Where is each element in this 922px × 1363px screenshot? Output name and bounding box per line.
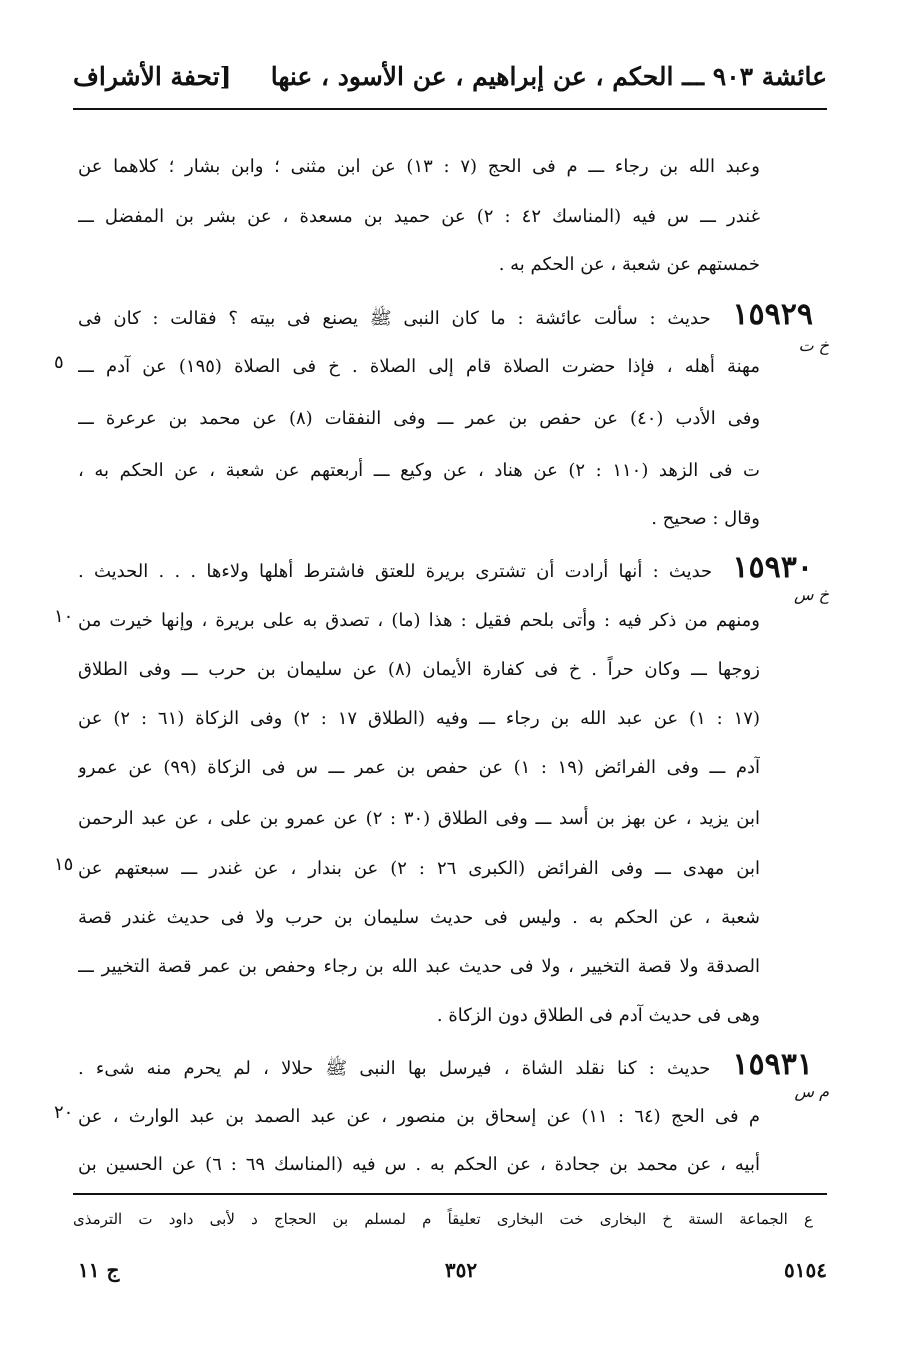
text-line: وهى فى حديث آدم فى الطلاق دون الزكاة . bbox=[436, 1005, 760, 1026]
page-number: ٣٥٢ bbox=[444, 1258, 478, 1282]
source-sigil: خ س bbox=[794, 585, 829, 604]
hadith-number: ١٥٩٣٠ bbox=[732, 551, 813, 585]
text-line: زوجها ـــ وكان حراً . خ فى كفارة الأيمان (٨) عن سليمان بن حرب ـــ وفى الطلاق bbox=[78, 659, 760, 680]
hadith-15931-line bbox=[78, 1048, 813, 1082]
hadith-text: حديث : سألت عائشة : ما كان النبى ﷺ يصنع فى بيته ؟ فقالت : كان فى bbox=[78, 308, 711, 329]
text-line: آدم ـــ وفى الفرائض (١٩ : ١) عن حفص بن عمر ـــ س فى الزكاة (٩٩) عن عمرو bbox=[78, 757, 760, 778]
text-line: ابن يزيد ، عن بهز بن أسد ـــ وفى الطلاق (٣٠ : ٢) عن عمرو بن على ، عن عبد الرحمن bbox=[78, 808, 760, 829]
line-number: ٢٠ bbox=[54, 1102, 74, 1123]
text-line: ت فى الزهد (١١٠ : ٢) عن هناد ، عن وكيع ـــ أربعتهم عن شعبة ، عن الحكم به ، bbox=[78, 460, 760, 481]
line-number: ٥ bbox=[54, 352, 64, 373]
abbreviation-legend: ع الجماعة الستة خ البخارى خت البخارى تعليقاً م لمسلم بن الحجاج د لأبى داود ت الترمذى bbox=[73, 1210, 813, 1228]
source-sigil: م س bbox=[794, 1082, 829, 1101]
hadith-15930-line bbox=[78, 551, 813, 585]
text-line: غندر ـــ س فيه (المناسك ٤٢ : ٢) عن حميد بن مسعدة ، عن بشر بن المفضل ـــ bbox=[78, 206, 760, 227]
line-number: ١٥ bbox=[54, 854, 74, 875]
source-sigil: خ ت bbox=[798, 336, 829, 355]
line-number: ١٠ bbox=[54, 606, 74, 627]
running-header-right: عائشة ٩٠٣ ـــ الحكم ، عن إبراهيم ، عن الأسود ، عنها bbox=[270, 62, 827, 91]
hadith-number: ١٥٩٣١ bbox=[732, 1048, 813, 1082]
hadith-number: ١٥٩٢٩ bbox=[732, 298, 813, 332]
volume-number: ج ١١ bbox=[78, 1258, 120, 1282]
footer-rule bbox=[73, 1193, 827, 1195]
footer-item-number: ٥١٥٤ bbox=[784, 1258, 827, 1282]
text-line: ومنهم من ذكر فيه : وأتى بلحم فقيل : هذا (ما) ، تصدق به على بريرة ، وإنها خيرت من bbox=[78, 610, 760, 631]
hadith-text: حديث : كنا نقلد الشاة ، فيرسل بها النبى ﷺ حلالا ، لم يحرم منه شىء . bbox=[78, 1058, 711, 1079]
text-line: (١٧ : ١) عن عبد الله بن رجاء ـــ وفيه (الطلاق ١٧ : ٢) وفى الزكاة (٦١ : ٢) عن bbox=[78, 708, 760, 729]
text-line: أبيه ، عن محمد بن جحادة ، عن الحكم به . س فيه (المناسك ٦٩ : ٦) عن الحسين بن bbox=[78, 1154, 760, 1175]
text-line: شعبة ، عن الحكم به . وليس فى حديث سليمان بن حرب ولا فى حديث غندر قصة bbox=[78, 907, 760, 928]
text-line: ابن مهدى ـــ وفى الفرائض (الكبرى ٢٦ : ٢) عن بندار ، عن غندر ـــ سبعتهم عن bbox=[78, 858, 760, 879]
text-line: مهنة أهله ، فإذا حضرت الصلاة قام إلى الصلاة . خ فى الصلاة (١٩٥) عن آدم ـــ bbox=[78, 356, 760, 377]
text-line: م فى الحج (٦٤ : ١١) عن إسحاق بن منصور ، عن عبد الصمد بن عبد الوارث ، عن bbox=[78, 1106, 760, 1127]
running-header-left: [تحفة الأشراف bbox=[73, 62, 232, 91]
text-line: وفى الأدب (٤٠) عن حفص بن عمر ـــ وفى النفقات (٨) عن محمد بن عرعرة ـــ bbox=[78, 408, 760, 429]
text-line: الصدقة ولا قصة التخيير ، ولا فى حديث عبد الله بن رجاء وحفص بن عمر قصة التخيير ـــ bbox=[78, 956, 760, 977]
hadith-15929-line bbox=[78, 298, 813, 332]
header-rule bbox=[73, 108, 827, 110]
text-line: وعبد الله بن رجاء ـــ م فى الحج (٧ : ١٣) عن ابن مثنى ؛ وابن بشار ؛ كلاهما عن bbox=[78, 156, 760, 177]
text-line: وقال : صحيح . bbox=[651, 508, 760, 529]
hadith-text: حديث : أنها أرادت أن تشترى بريرة للعتق فاشترط أهلها ولاءها . . . الحديث . bbox=[78, 561, 713, 582]
text-line: خمستهم عن شعبة ، عن الحكم به . bbox=[498, 254, 760, 275]
